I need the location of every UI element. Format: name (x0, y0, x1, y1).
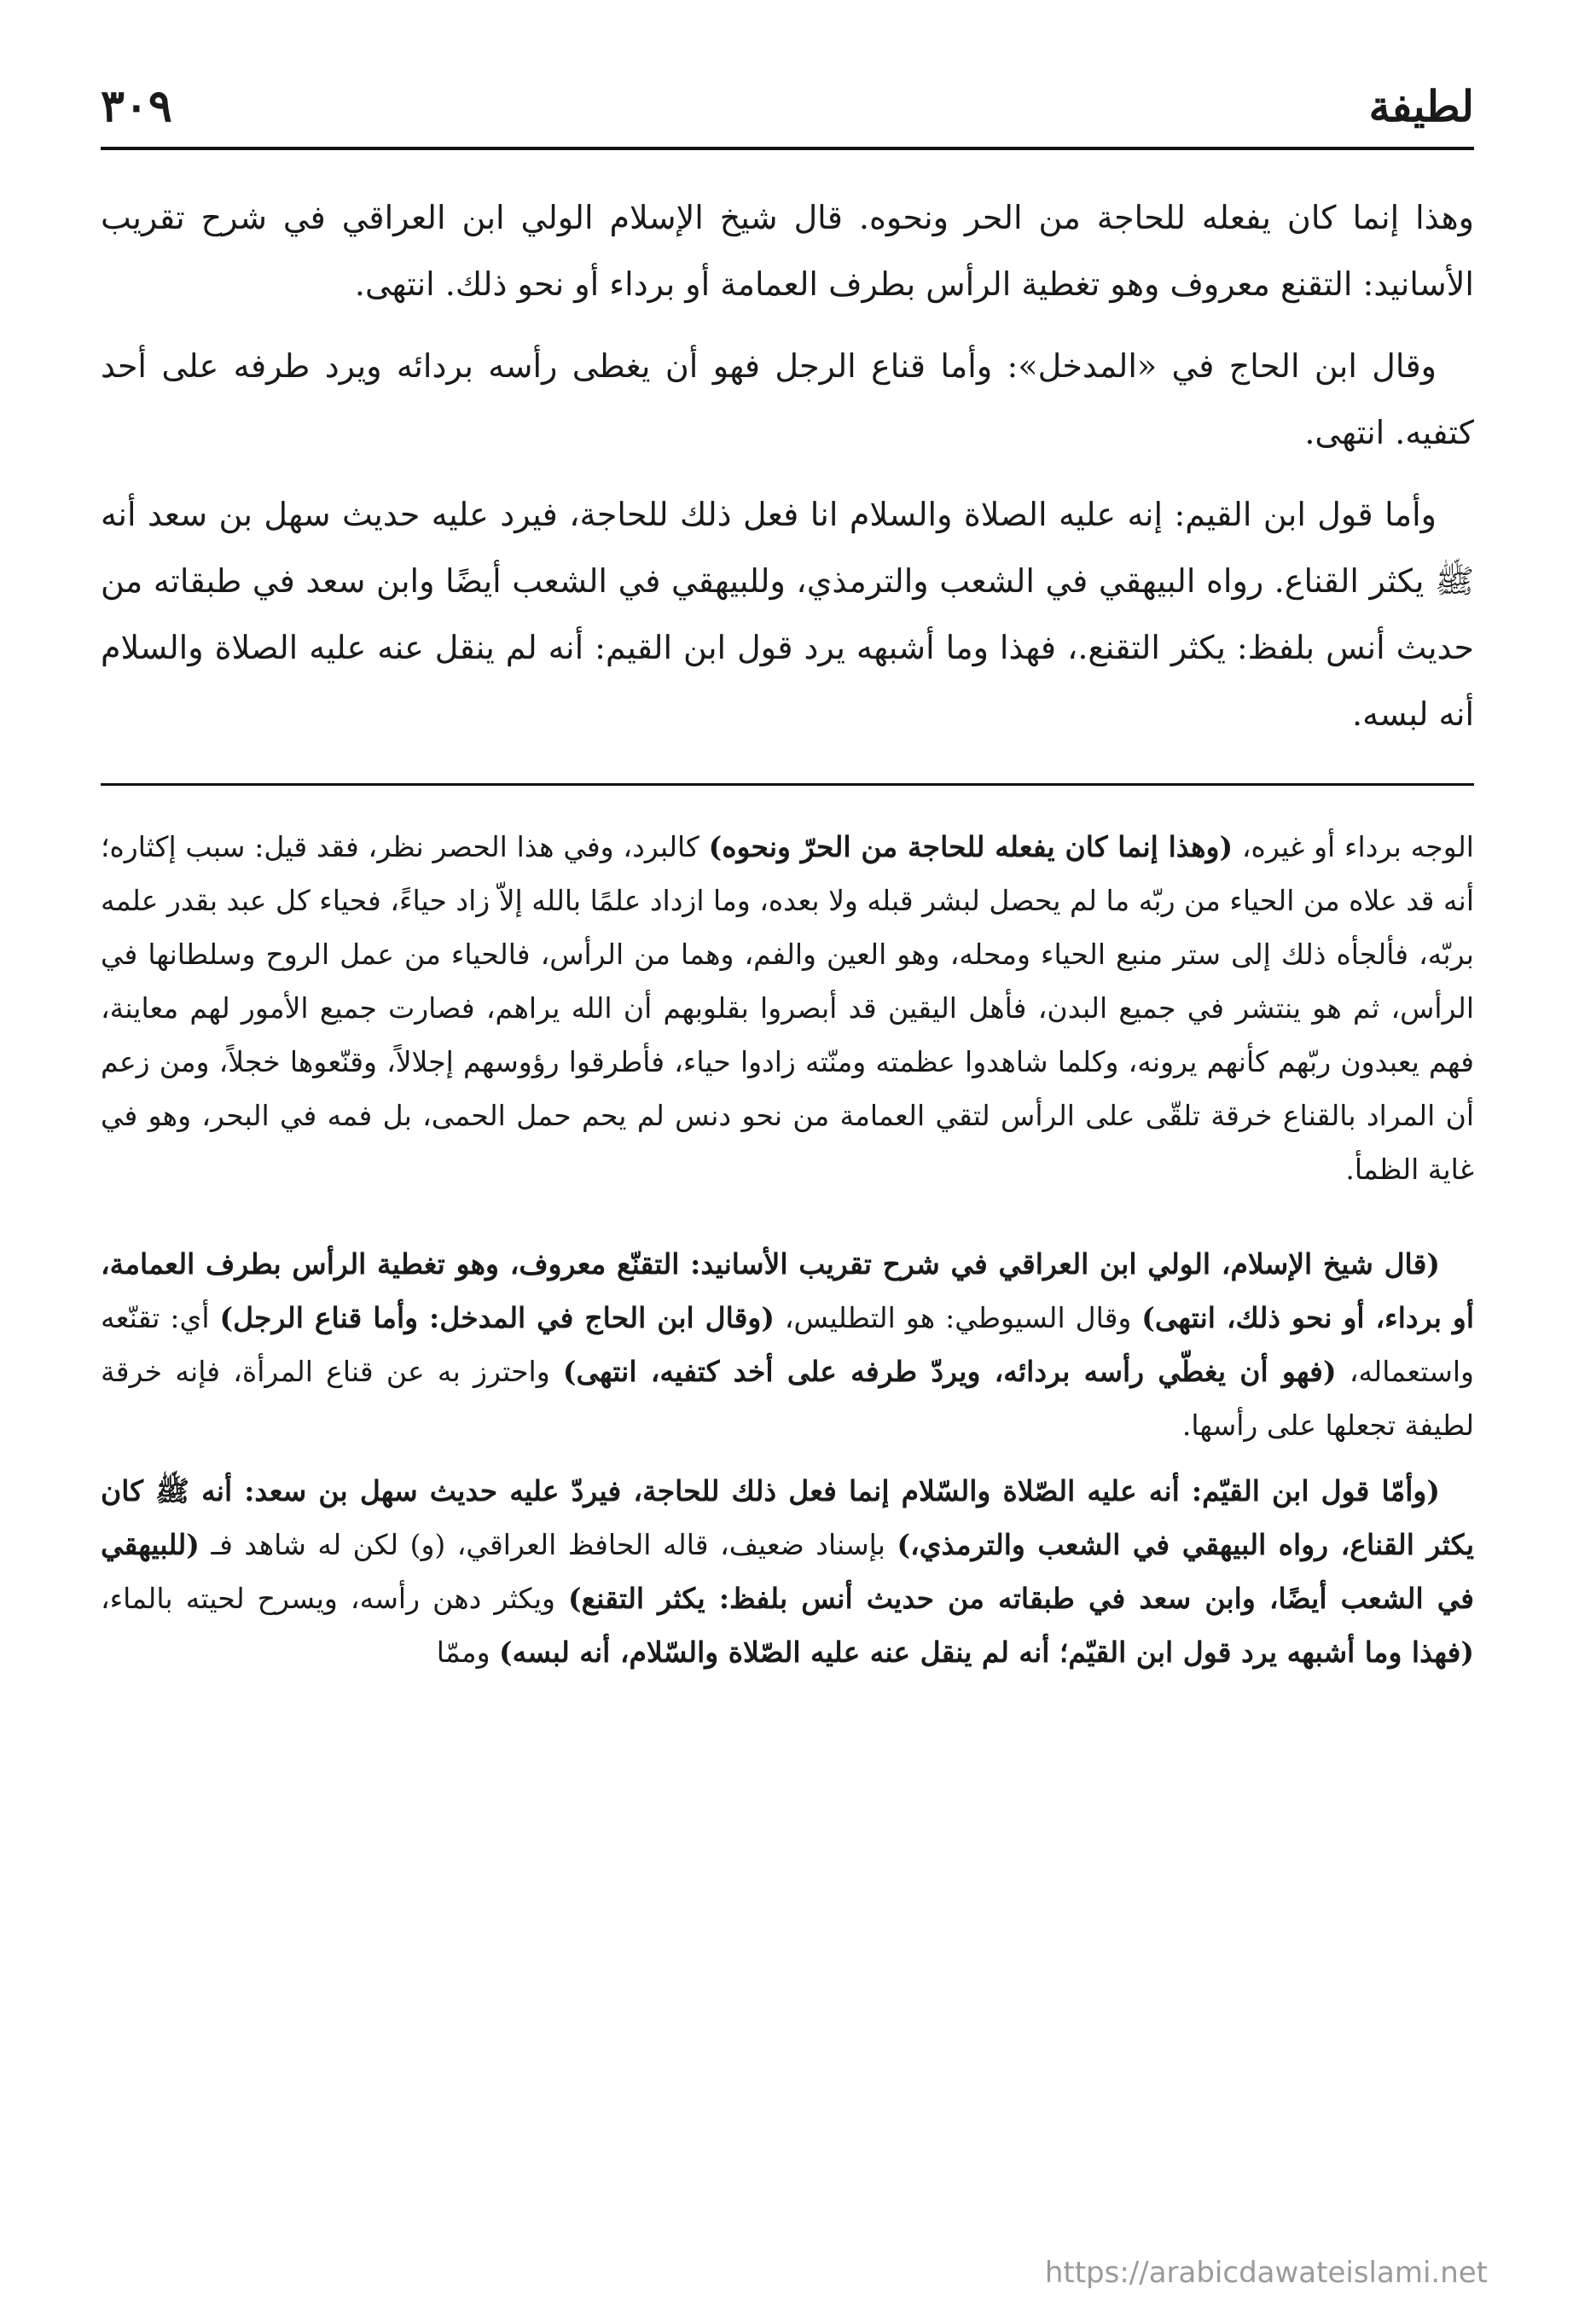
source-watermark: https://arabicdawateislami.net (1044, 2256, 1488, 2290)
commentary-text: ويكثر دهن رأسه، ويسرح لحيته بالماء، (101, 1582, 569, 1615)
header-rule (101, 147, 1474, 150)
running-title: لطيفة (1368, 81, 1474, 131)
commentary-text: كالبرد، وفي هذا الحصر نظر، فقد قيل: سبب إكثاره؛ أنه قد علاه من الحياء من ربّه ما لم يحصل لبشر قبله ولا بعده، وما ازداد علمًا بالله إلاّ زاد حياءً، فحياء كل عبد بقدر علمه بربّه، فألجأه ذلك إلى ستر منبع الحياء ومحله، وهو العين والفم، وهما من الرأس، فالحياء من عمل الروح وسلطانها في الرأس، ثم هو ينتشر في جميع البدن، فأهل اليقين قد أبصروا بقلوبهم أن الله يراهم، فصارت جميع الأمور لهم معاينة، فهم يعبدون ربّهم كأنهم يرونه، وكلما شاهدوا عظمته ومنّته زادوا حياء، فأطرقوا رؤوسهم إجلالاً، وقنّعوها خجلاً، ومن زعم أن المراد بالقناع خرقة تلقّى على الرأس لتقي العمامة من نحو دنس لم يحم حمل الحمى، بل فمه في البحر، وهو في غاية الظمأ. (101, 830, 1474, 1186)
quoted-main-text: (وقال ابن الحاج في المدخل: وأما قناع الرجل) (219, 1301, 775, 1334)
commentary-text: الوجه برداء أو غيره، (1233, 830, 1474, 863)
page-number: ٣٠٩ (101, 80, 172, 132)
section-divider (101, 783, 1474, 786)
main-paragraph-3: وأما قول ابن القيم: إنه عليه الصلاة والسلام انا فعل ذلك للحاجة، فيرد عليه حديث سهل بن سعد أنه ﷺ يكثر القناع. رواه البيهقي في الشعب والترمذي، وللبيهقي في الشعب أيضًا وابن سعد في طبقاته من حديث أنس بلفظ: يكثر التقنع.، فهذا وما أشبهه يرد قول ابن القيم: أنه لم ينقل عنه عليه الصلاة والسلام أنه لبسه. (101, 496, 1474, 733)
page-header (101, 68, 1474, 154)
commentary-paragraph-2 (101, 1237, 1474, 1452)
main-paragraph-2: وقال ابن الحاج في «المدخل»: وأما قناع الرجل فهو أن يغطى رأسه بردائه ويرد طرفه على أحد كتفيه. انتهى. (101, 347, 1474, 451)
commentary (101, 820, 1474, 1679)
commentary-text: وممّا (436, 1636, 500, 1669)
book-page (101, 68, 1474, 2252)
commentary-text: بإسناد ضعيف، قاله الحافظ العراقي، (و) لكن له شاهد فـ (199, 1528, 897, 1561)
quoted-main-text: (وهذا إنما كان يفعله للحاجة من الحرّ ونحوه) (708, 830, 1233, 863)
quoted-main-text: (فهو أن يغطّي رأسه بردائه، ويردّ طرفه على أخد كتفيه، انتهى) (562, 1355, 1337, 1388)
quoted-main-text: (قال شيخ الإسلام، الولي ابن العراقي في شرح تقريب الأسانيد: التقنّع معروف، وهو تغطية الرأس بطرف العمامة، أو برداء، أو نحو ذلك، انتهى) (101, 1247, 1474, 1334)
commentary-paragraph-1 (101, 820, 1474, 1196)
commentary-text: واحترز به عن قناع المرأة، فإنه خرقة لطيفة تجعلها على رأسها. (101, 1355, 1474, 1442)
quoted-main-text: (وأمّا قول ابن القيّم: أنه عليه الصّلاة والسّلام إنما فعل ذلك للحاجة، فيردّ عليه حديث سهل بن سعد: أنه ﷺ كان يكثر القناع، رواه البيهقي في الشعب والترمذي،) (101, 1474, 1474, 1561)
quoted-main-text: (فهذا وما أشبهه يرد قول ابن القيّم؛ أنه لم ينقل عنه عليه الصّلاة والسّلام، أنه لبسه) (499, 1636, 1474, 1669)
commentary-text: أي: تقنّعه واستعماله، (101, 1301, 1474, 1388)
quoted-main-text: (للبيهقي في الشعب أيضًا، وابن سعد في طبقاته من حديث أنس بلفظ: يكثر التقنع) (101, 1528, 1474, 1615)
commentary-text: وقال السيوطي: هو التطليس، (774, 1301, 1142, 1334)
main-text (101, 184, 1474, 747)
commentary-paragraph-3 (101, 1464, 1474, 1679)
main-paragraph-1: وهذا إنما كان يفعله للحاجة من الحر ونحوه. قال شيخ الإسلام الولي ابن العراقي في شرح تقريب الأسانيد: التقنع معروف وهو تغطية الرأس بطرف العمامة أو برداء أو نحو ذلك. انتهى. (101, 199, 1474, 303)
